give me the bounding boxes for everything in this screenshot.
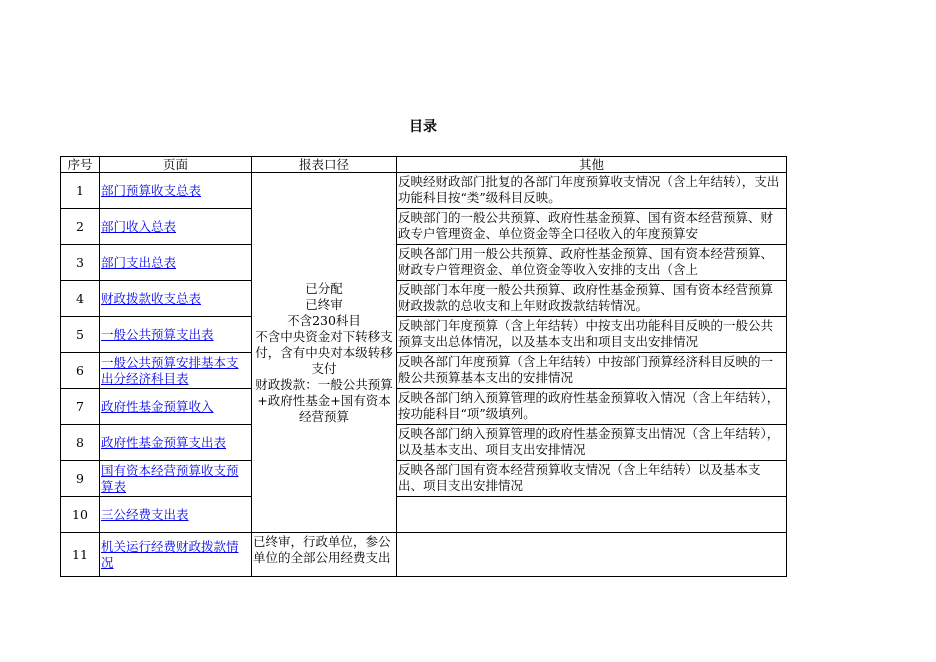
scope-text: 已终审，行政单位，参公单位的全部公用经费支出 bbox=[253, 533, 391, 565]
page-link[interactable]: 一般公共预算支出表 bbox=[101, 326, 214, 342]
page-link[interactable]: 政府性基金预算收入 bbox=[101, 398, 214, 414]
row-number: 3 bbox=[61, 245, 100, 281]
scope-merged-cell bbox=[252, 173, 397, 533]
description-cell bbox=[397, 389, 787, 425]
description-cell bbox=[397, 245, 787, 281]
row-number: 11 bbox=[61, 533, 100, 577]
page-link-cell bbox=[100, 389, 252, 425]
row-number: 4 bbox=[61, 281, 100, 317]
page-link[interactable]: 政府性基金预算支出表 bbox=[101, 434, 227, 450]
header-row bbox=[61, 157, 787, 173]
page-link[interactable]: 部门收入总表 bbox=[101, 218, 177, 234]
description-text: 反映各部门用一般公共预算、政府性基金预算、国有资本经营预算、财政专户管理资金、单位资金等收入安排的支出（含上 bbox=[398, 246, 774, 277]
page-link-cell bbox=[100, 281, 252, 317]
scope-cell bbox=[252, 533, 397, 577]
description-text: 反映各部门国有资本经营预算收支情况（含上年结转）以及基本支出、项目支出安排情况 bbox=[398, 462, 761, 493]
toc-table bbox=[60, 156, 787, 577]
table-row bbox=[61, 317, 787, 353]
page-link-cell bbox=[100, 497, 252, 533]
description-cell bbox=[397, 533, 787, 577]
description-cell bbox=[397, 497, 787, 533]
description-text: 反映部门年度预算（含上年结转）中按支出功能科目反映的一般公共预算支出总体情况，以及基本支出和项目支出安排情况 bbox=[398, 318, 774, 349]
page-link-cell bbox=[100, 173, 252, 209]
row-number: 6 bbox=[61, 353, 100, 389]
row-number: 8 bbox=[61, 425, 100, 461]
scope-line: 不含中央资金对下转移支付，含有中央对本级转移支付 bbox=[255, 328, 393, 376]
description-cell bbox=[397, 353, 787, 389]
scope-line: 财政拨款：一般公共预算+政府性基金+国有资本经营预算 bbox=[255, 376, 393, 424]
description-text: 反映各部门年度预算（含上年结转）中按部门预算经济科目反映的一般公共预算基本支出的安排情况 bbox=[398, 354, 774, 385]
page-link-cell bbox=[100, 209, 252, 245]
description-text: 反映部门本年度一般公共预算、政府性基金预算、国有资本经营预算财政拨款的总收支和上年财政拨款结转情况。 bbox=[398, 282, 774, 313]
header-page: 页面 bbox=[100, 157, 252, 173]
table-row bbox=[61, 461, 787, 497]
description-cell bbox=[397, 209, 787, 245]
row-number: 10 bbox=[61, 497, 100, 533]
table-row bbox=[61, 245, 787, 281]
scope-line: 不含230科目 bbox=[287, 312, 361, 328]
description-cell bbox=[397, 317, 787, 353]
header-other: 其他 bbox=[397, 157, 787, 173]
table-row bbox=[61, 281, 787, 317]
description-text bbox=[398, 538, 785, 571]
description-text: 反映经财政部门批复的各部门年度预算收支情况（含上年结转），支出功能科目按“类”级科目反映。 bbox=[398, 174, 780, 205]
description-text bbox=[398, 498, 785, 531]
header-no: 序号 bbox=[61, 157, 100, 173]
row-number: 9 bbox=[61, 461, 100, 497]
scope-line: 已终审 bbox=[305, 296, 343, 312]
table-row bbox=[61, 425, 787, 461]
description-cell bbox=[397, 281, 787, 317]
description-cell bbox=[397, 425, 787, 461]
page-link[interactable]: 一般公共预算安排基本支出分经济科目表 bbox=[101, 354, 239, 386]
page-link[interactable]: 部门支出总表 bbox=[101, 254, 177, 270]
description-text: 反映各部门纳入预算管理的政府性基金预算收入情况（含上年结转），按功能科目“项”级填列。 bbox=[398, 390, 780, 421]
table-row bbox=[61, 533, 787, 577]
header-scope: 报表口径 bbox=[252, 157, 397, 173]
table-row bbox=[61, 173, 787, 209]
page-link-cell bbox=[100, 353, 252, 389]
row-number: 5 bbox=[61, 317, 100, 353]
scope-line: 已分配 bbox=[305, 280, 343, 296]
page-link[interactable]: 财政拨款收支总表 bbox=[101, 290, 202, 306]
page-link[interactable]: 三公经费支出表 bbox=[101, 506, 189, 522]
page-title: 目录 bbox=[409, 119, 437, 135]
table-row bbox=[61, 497, 787, 533]
page-link[interactable]: 机关运行经费财政拨款情况 bbox=[101, 538, 239, 570]
table-row bbox=[61, 209, 787, 245]
page-link[interactable]: 国有资本经营预算收支预算表 bbox=[101, 462, 239, 494]
page-link-cell bbox=[100, 461, 252, 497]
row-number: 2 bbox=[61, 209, 100, 245]
page-link-cell bbox=[100, 533, 252, 577]
page-link-cell bbox=[100, 317, 252, 353]
description-text: 反映部门的一般公共预算、政府性基金预算、国有资本经营预算、财政专户管理资金、单位资金等全口径收入的年度预算安 bbox=[398, 210, 774, 241]
description-text: 反映各部门纳入预算管理的政府性基金预算支出情况（含上年结转），以及基本支出、项目支出安排情况 bbox=[398, 426, 780, 457]
page-link-cell bbox=[100, 245, 252, 281]
description-cell bbox=[397, 461, 787, 497]
row-number: 7 bbox=[61, 389, 100, 425]
row-number: 1 bbox=[61, 173, 100, 209]
page-link-cell bbox=[100, 425, 252, 461]
page-link[interactable]: 部门预算收支总表 bbox=[101, 182, 202, 198]
table-row bbox=[61, 353, 787, 389]
table-row bbox=[61, 389, 787, 425]
description-cell bbox=[397, 173, 787, 209]
